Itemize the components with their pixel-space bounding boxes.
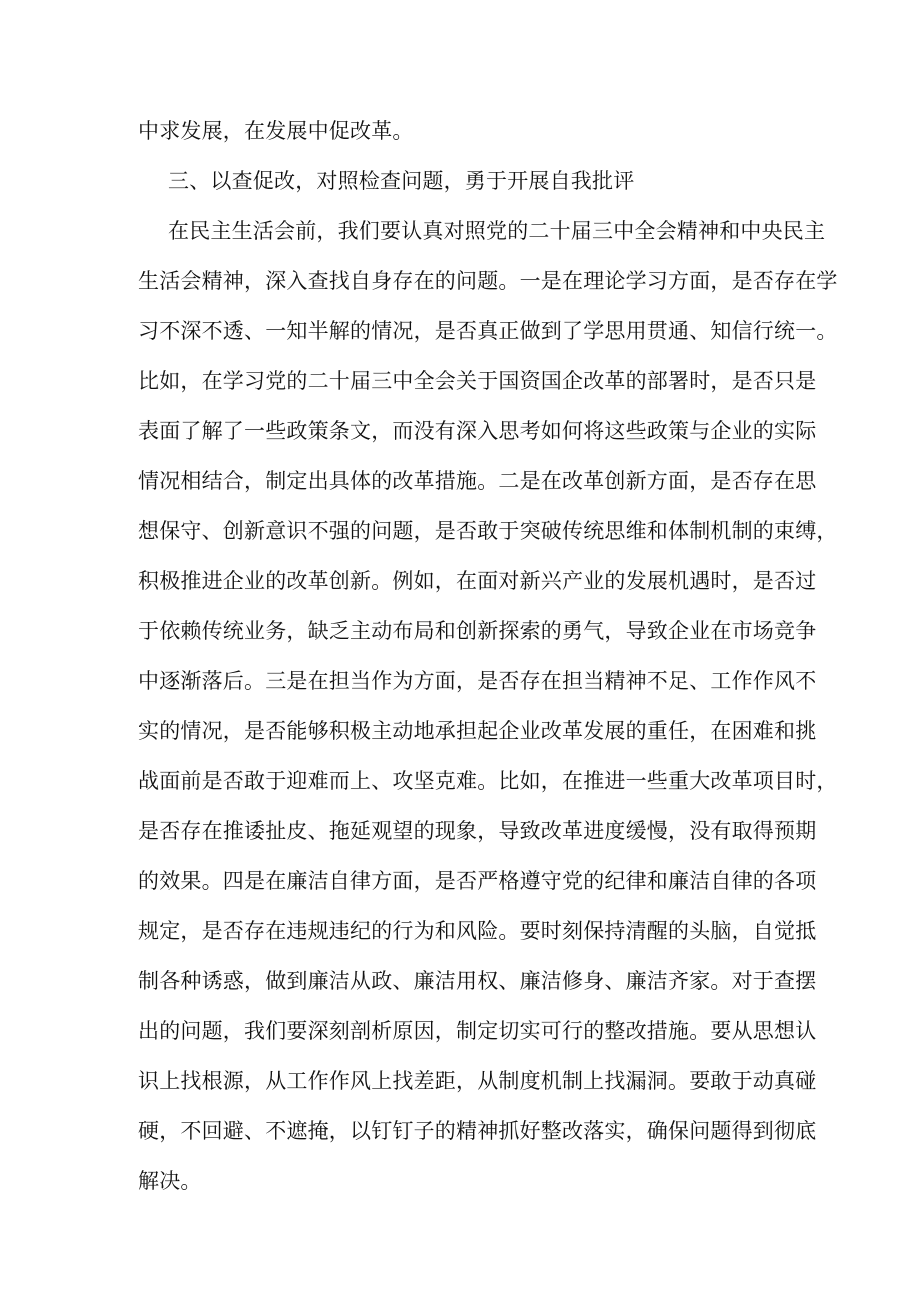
- text-line: 出的问题，我们要深刻剖析原因，制定切实可行的整改措施。要从思想认: [138, 1019, 817, 1043]
- text-line: 中逐渐落后。三是在担当作为方面，是否存在担当精神不足、工作作风不: [138, 669, 817, 693]
- text-line: 比如，在学习党的二十届三中全会关于国资国企改革的部署时，是否只是: [138, 369, 817, 393]
- text-line: 识上找根源，从工作作风上找差距，从制度机制上找漏洞。要敢于动真碰: [138, 1069, 817, 1093]
- text-line: 在民主生活会前，我们要认真对照党的二十届三中全会精神和中央民主: [168, 219, 826, 243]
- text-line: 表面了解了一些政策条文，而没有深入思考如何将这些政策与企业的实际: [138, 419, 817, 443]
- text-line: 情况相结合，制定出具体的改革措施。二是在改革创新方面，是否存在思: [138, 469, 817, 493]
- text-line: 积极推进企业的改革创新。例如，在面对新兴产业的发展机遇时，是否过: [138, 569, 817, 593]
- text-line: 想保守、创新意识不强的问题，是否敢于突破传统思维和体制机制的束缚，: [138, 519, 838, 543]
- text-line: 中求发展，在发展中促改革。: [138, 119, 414, 143]
- text-line: 生活会精神，深入查找自身存在的问题。一是在理论学习方面，是否存在学: [138, 269, 838, 293]
- text-line: 战面前是否敢于迎难而上、攻坚克难。比如，在推进一些重大改革项目时，: [138, 769, 838, 793]
- text-line: 的效果。四是在廉洁自律方面，是否严格遵守党的纪律和廉洁自律的各项: [138, 869, 817, 893]
- text-line: 习不深不透、一知半解的情况，是否真正做到了学思用贯通、知信行统一。: [138, 319, 838, 343]
- section-heading: 三、以查促改，对照检查问题，勇于开展自我批评: [168, 169, 635, 193]
- text-line: 规定，是否存在违规违纪的行为和风险。要时刻保持清醒的头脑，自觉抵: [138, 919, 817, 943]
- text-line: 是否存在推诿扯皮、拖延观望的现象，导致改革进度缓慢，没有取得预期: [138, 819, 817, 843]
- text-line: 解决。: [138, 1169, 202, 1193]
- text-line: 制各种诱惑，做到廉洁从政、廉洁用权、廉洁修身、廉洁齐家。对于查摆: [138, 969, 817, 993]
- text-line: 实的情况，是否能够积极主动地承担起企业改革发展的重任，在困难和挑: [138, 719, 817, 743]
- text-line: 于依赖传统业务，缺乏主动布局和创新探索的勇气，导致企业在市场竞争: [138, 619, 817, 643]
- text-line: 硬，不回避、不遮掩，以钉钉子的精神抓好整改落实，确保问题得到彻底: [138, 1119, 817, 1143]
